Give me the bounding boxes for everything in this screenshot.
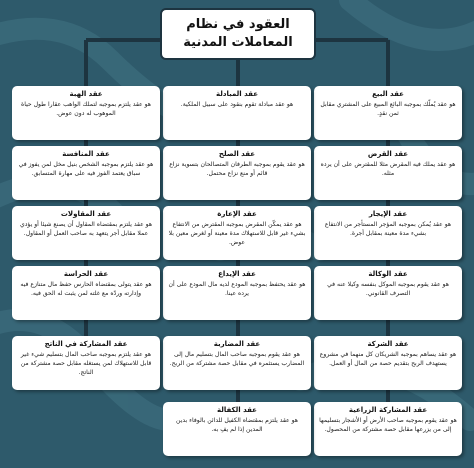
card-title: عقد الإيداع [218, 270, 256, 278]
card-description: هو عقد يلتزم بموجبه الشخص بنيل مخل لمن يفوز في سباق يعتمد الفوز فيه على مهارة المتسابق. [18, 161, 154, 177]
card-gift-contract [12, 86, 160, 140]
card-title: عقد الصلح [218, 150, 256, 158]
card-lending-contract [163, 206, 311, 260]
card-description: هو عقد يمكّن المقرض بموجبه المقترض من الانتفاع بشيء غير قابل للاستهلاك مدة معينة أو لغرض معين بلا عوض. [168, 221, 306, 246]
card-competition-contract [12, 146, 160, 200]
card-custody-contract [12, 266, 160, 320]
card-speculation-contract [163, 336, 311, 390]
card-description: هو عقد يقوم بموجبه صاحب الأرض أو الأشجار بتسليمها إلى من يزرعها مقابل حصة مشتركة من المحصول. [319, 417, 457, 433]
card-description: هو عقد مبادلة تقوم بنقود على سبيل الملكية. [180, 101, 294, 108]
card-title: عقد المشاركة الزراعية [348, 406, 428, 414]
card-title: عقد المشاركة في الناتج [44, 340, 128, 348]
card-title: عقد الكفالة [217, 406, 257, 414]
card-description: هو عقد يقوم بموجبه صاحب المال بتسليم مال إلى المضارب يستثمره في مقابل حصة مشتركة من الربح. [169, 351, 305, 367]
card-description: هو عقد يملك فيه المقرض مثلا للمقترض على أن يرده مثله. [320, 161, 456, 177]
card-description: هو عقد يُملّك بموجبه البائع المبيع على المشتري مقابل ثمن نقدٍ. [320, 101, 456, 117]
card-guarantee-contract [163, 402, 311, 456]
card-description: هو عقد يُمكن بموجبه المؤجر المستأجر من الانتفاع بشيء مدة معينة بمقابل أجرة. [324, 221, 452, 237]
card-description: هو عقد يحتفظ بموجبه المودع لديه مال المودع على أن يرده عينا. [168, 281, 306, 297]
card-title: عقد الوكالة [368, 270, 408, 278]
card-agricultural-contract [314, 402, 462, 456]
card-lease-contract [314, 206, 462, 260]
card-description: هو عقد يقوم بموجبه الطرفان المتصالحان بتسوية نزاع قائم أو منع نزاع محتمل. [169, 161, 305, 177]
card-description: هو عقد يتولى بمقتضاه الحارس حفظ مال متنازع فيه وإدارته وردّه مع غلته لمن يثبت له الحق فيه. [20, 281, 152, 297]
card-description: هو عقد يلتزم بموجبه لتملك الواهب عقارا طول حياة الموهوب له دون عوض. [21, 101, 151, 117]
card-contracting-contract [12, 206, 160, 260]
card-deposit-contract [163, 266, 311, 320]
card-title: عقد البيع [372, 90, 404, 98]
card-description: هو عقد يقوم بموجبه الموكل بنفسه وكيلا عنه في التصرف القانوني. [327, 281, 449, 297]
card-title: عقد الهبة [69, 90, 103, 98]
card-exchange-contract [163, 86, 311, 140]
card-loan-contract [314, 146, 462, 200]
card-description: هو عقد يلتزم بموجبه صاحب المال بتسليم شيء غير قابل للاستهلاك لمن يستغله مقابل حصة مشتركة من الناتج. [20, 351, 152, 376]
title-line-2: المعاملات المدنية [183, 35, 293, 50]
card-title: عقد المقاولات [60, 210, 112, 218]
card-title: عقد الحراسة [63, 270, 109, 278]
card-description: هو عقد يساهم بموجبه الشريكان كل منهما في مشروع يستهدف الربح بتقديم حصة من المال أو العمل. [319, 351, 457, 367]
card-title: عقد المبادلة [216, 90, 258, 98]
card-title: عقد الإيجار [368, 210, 408, 218]
card-title: عقد المنافسة [62, 150, 110, 158]
card-title: عقد المضاربة [213, 340, 261, 348]
title-line-1: العقود في نظام [186, 17, 290, 32]
card-partnership-contract [314, 336, 462, 390]
card-settlement-contract [163, 146, 311, 200]
card-description: هو عقد يلتزم بمقتضاه الكفيل للدائن بالوفاء بدين المدين إذا لم يفِ به. [176, 417, 298, 433]
diagram-title [160, 8, 316, 60]
card-sale-contract [314, 86, 462, 140]
card-title: عقد الشركة [367, 340, 409, 348]
card-output-sharing-contract [12, 336, 160, 390]
card-title: عقد القرض [367, 150, 409, 158]
card-title: عقد الإعارة [217, 210, 257, 218]
card-description: هو عقد يلتزم بمقتضاه المقاول أن يصنع شيئا أو يؤدي عملا مقابل أجر يتعهد به صاحب العمل أو المقاول. [19, 221, 153, 237]
card-agency-contract [314, 266, 462, 320]
